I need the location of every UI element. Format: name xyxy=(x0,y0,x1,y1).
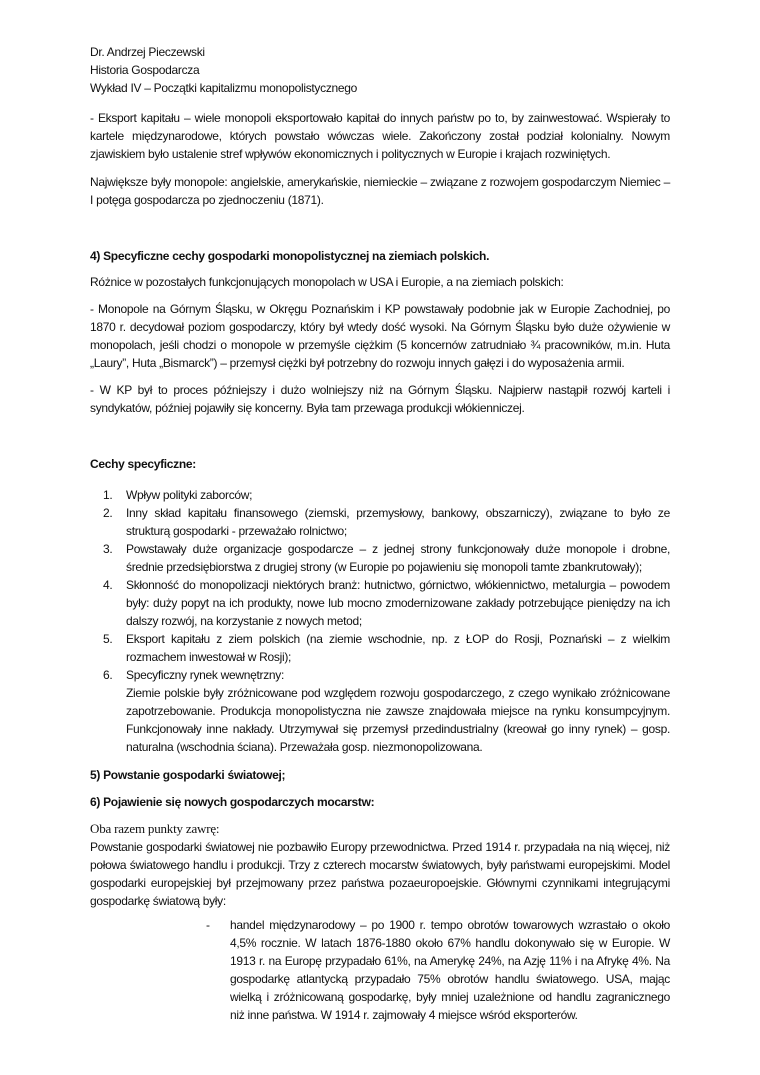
lecture-title: Wykład IV – Początki kapitalizmu monopolistycznego xyxy=(90,81,358,95)
list-number: 2. xyxy=(103,506,113,520)
section-5-heading: 5) Powstanie gospodarki światowej; xyxy=(90,768,286,782)
author: Dr. Andrzej Pieczewski xyxy=(90,45,205,59)
list-number: 1. xyxy=(103,488,113,502)
course-title: Historia Gospodarcza xyxy=(90,63,200,77)
list-item xyxy=(90,666,670,756)
bullet-text: handel międzynarodowy – po 1900 r. tempo obrotów towarowych wzrastało o około 4,5% rocznie. W latach 1876-1880 około 67% handlu dokonywało się w Europie. W 1913 r. na Europę przypadało 61%, na Amerykę 24%, na Azję 11% i na Afrykę 4%. Na gospodarkę atlantycką przypadało 75% obrotów handlu światowego. USA, mając wielką i zróżnicowaną gospodarkę, były mniej uzależnione od handlu zagranicznego niż inne państwa. W 1914 r. zajmowały 4 miejsce wśród eksporterów. xyxy=(230,918,670,1022)
list-number: 6. xyxy=(103,668,113,682)
combined-note: Oba razem punkty zawrę: xyxy=(90,821,220,836)
list-number: 4. xyxy=(103,578,113,592)
section-4-heading: 4) Specyficzne cechy gospodarki monopolistycznej na ziemiach polskich. xyxy=(90,249,490,263)
list-detail: Ziemie polskie były zróżnicowane pod względem rozwoju gospodarczego, z czego wynikało zróżnicowane zapotrzebowanie. Produkcja monopolistyczna nie zawsze znajdowała miejsce na rynku konsumpcyjnym. Funkcjonowały inne nakłady. Utrzymywał się przemysł przedindustrialny (kreował go inny rynek) – gosp. naturalna (wschodnia ściana). Przeważała gosp. niezmonopolizowana. xyxy=(126,686,670,754)
list-text: Powstawały duże organizacje gospodarcze – z jednej strony funkcjonowały duże monopole i drobne, średnie przedsiębiorstwa z drugiej strony (w Europie po pojawieniu się monopoli tamte zbankrutowały); xyxy=(126,542,670,574)
dash-marker: - xyxy=(206,918,210,932)
paragraph-differences: Różnice w pozostałych funkcjonujących monopolach w USA i Europie, a na ziemiach polskich: xyxy=(90,275,564,289)
section-6-heading: 6) Pojawienie się nowych gospodarczych mocarstw: xyxy=(90,795,375,809)
paragraph-largest-monopolies: Największe były monopole: angielskie, amerykańskie, niemieckie – związane z rozwojem gospodarczym Niemiec – I potęga gospodarcza po zjednoczeniu (1871). xyxy=(90,175,670,207)
list-number: 3. xyxy=(103,542,113,556)
list-text: Eksport kapitału z ziem polskich (na ziemie wschodnie, np. z ŁOP do Rosji, Poznański – z wielkim rozmachem inwestował w Rosji); xyxy=(126,632,670,664)
list-item xyxy=(90,576,670,630)
list-item xyxy=(90,486,670,504)
paragraph-capital-export: - Eksport kapitału – wiele monopoli eksportowało kapitał do innych państw po to, by zainwestować. Wspierały to kartele międzynarodowe, których powstało wówczas wiele. Zakończony został podział kolonialny. Nowym zjawiskiem było ustalenie stref wpływów ekonomicznych i politycznych w Europie i krajach rozwiniętych. xyxy=(90,111,670,161)
paragraph-world-economy: Powstanie gospodarki światowej nie pozbawiło Europy przewodnictwa. Przed 1914 r. przypadała na nią więcej, niż połowa światowego handlu i produkcji. Trzy z czterech mocarstw światowych, były państwami europejskimi. Model gospodarki europejskiej był przejmowany przez państwa pozaeuropoejskie. Głównymi czynnikami integrującymi gospodarkę światową były: xyxy=(90,840,670,908)
list-item xyxy=(90,504,670,540)
list-text: Inny skład kapitału finansowego (ziemski, przemysłowy, bankowy, obszarniczy), związane to było ze strukturą gospodarki - przeważało rolnictwo; xyxy=(126,506,670,538)
list-number: 5. xyxy=(103,632,113,646)
list-text: Wpływ polityki zaborców; xyxy=(126,488,253,502)
list-text: Skłonność do monopolizacji niektórych branż: hutnictwo, górnictwo, włókiennictwo, metalurgia – powodem były: duży popyt na ich produkty, nowe lub mocno zmodernizowane zakłady potrzebujące pieniędzy na ich dalszy rozwój, na korzystanie z nowych metod; xyxy=(126,578,670,628)
document-header xyxy=(90,43,670,97)
features-heading: Cechy specyficzne: xyxy=(90,457,196,471)
list-item xyxy=(90,630,670,666)
list-item xyxy=(90,540,670,576)
bullet-international-trade xyxy=(206,916,670,1024)
paragraph-kp: - W KP był to proces późniejszy i dużo wolniejszy niż na Górnym Śląsku. Najpierw nastąpił rozwój karteli i syndykatów, później pojawiły się koncerny. Była tam przewaga produkcji włókienniczej. xyxy=(90,383,670,415)
list-text: Specyficzny rynek wewnętrzny: xyxy=(126,668,285,682)
paragraph-silesia: - Monopole na Górnym Śląsku, w Okręgu Poznańskim i KP powstawały podobnie jak w Europie Zachodniej, po 1870 r. decydował poziom gospodarczy, który był wtedy dość wysoki. Na Górnym Śląsku było duże ożywienie w monopolach, jeśli chodzi o monopole w przemyśle ciężkim (5 koncernów zatrudniało ¾ pracowników, m.in. Huta „Laury”, Huta „Bismarck”) – przemysł ciężki był potrzebny do rozwoju innych gałęzi i do wyposażenia armii. xyxy=(90,302,670,370)
features-list xyxy=(90,486,670,756)
